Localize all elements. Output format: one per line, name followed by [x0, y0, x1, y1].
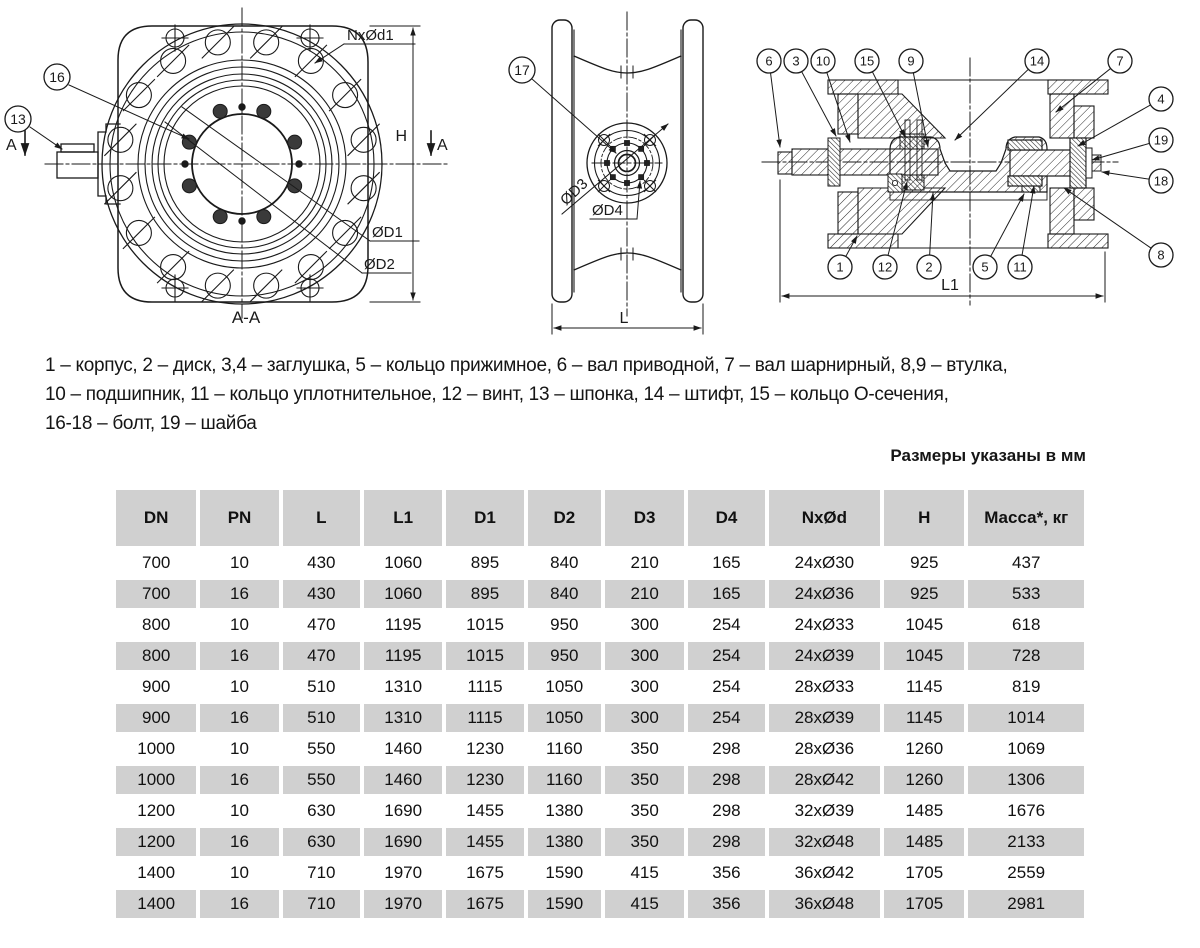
table-cell: 925 [884, 580, 964, 608]
table-cell: 300 [605, 611, 684, 639]
table-cell: 430 [283, 549, 360, 577]
svg-text:14: 14 [1029, 53, 1045, 69]
table-cell: 10 [200, 673, 278, 701]
column-header: D3 [605, 490, 684, 546]
table-cell: 510 [283, 673, 360, 701]
units-note: Размеры указаны в мм [890, 446, 1086, 465]
table-cell: 900 [116, 673, 196, 701]
callout-19 [1092, 128, 1173, 160]
callout-17 [509, 57, 616, 153]
table-cell: 1455 [446, 828, 523, 856]
svg-text:NxØd1: NxØd1 [347, 27, 394, 44]
table-row [116, 704, 1084, 732]
table-cell: 800 [116, 611, 196, 639]
table-cell: 16 [200, 704, 278, 732]
table-cell: 28xØ33 [769, 673, 880, 701]
table-row [116, 859, 1084, 887]
svg-text:2: 2 [925, 259, 933, 275]
table-cell: 28xØ42 [769, 766, 880, 794]
table-cell: 10 [200, 859, 278, 887]
table-cell: 1485 [884, 797, 964, 825]
table-cell: 254 [688, 642, 764, 670]
callout-18 [1102, 169, 1173, 193]
legend-line: 10 – подшипник, 11 – кольцо уплотнительное, 12 – винт, 13 – шпонка, 14 – штифт, 15 – кольцо О-сечения, [45, 384, 949, 405]
table-cell: 819 [968, 673, 1084, 701]
table-cell: 1455 [446, 797, 523, 825]
table-cell: 700 [116, 580, 196, 608]
svg-text:12: 12 [877, 259, 893, 275]
table-cell: 1060 [364, 580, 442, 608]
table-cell: 16 [200, 580, 278, 608]
column-header: D4 [688, 490, 764, 546]
hinge-shaft-section [1008, 138, 1101, 188]
table-cell: 1069 [968, 735, 1084, 763]
table-cell: 1115 [446, 704, 523, 732]
table-cell: 1195 [364, 611, 442, 639]
table-cell: 10 [200, 549, 278, 577]
table-cell: 210 [605, 580, 684, 608]
shaft-key [61, 144, 94, 152]
table-cell: 618 [968, 611, 1084, 639]
table-cell: 895 [446, 580, 523, 608]
svg-text:17: 17 [514, 62, 530, 78]
table-cell: 1050 [528, 673, 601, 701]
column-header: L [283, 490, 360, 546]
svg-text:9: 9 [907, 53, 915, 69]
table-cell: 165 [688, 580, 764, 608]
svg-text:8: 8 [1157, 247, 1165, 263]
table-cell: 1145 [884, 673, 964, 701]
table-cell: 2559 [968, 859, 1084, 887]
table-cell: 1675 [446, 890, 523, 918]
table-cell: 470 [283, 611, 360, 639]
column-header: DN [116, 490, 196, 546]
svg-text:19: 19 [1153, 132, 1169, 148]
table-cell: 1460 [364, 766, 442, 794]
section-marker-right [431, 131, 448, 155]
table-cell: 1230 [446, 766, 523, 794]
parts-legend [45, 351, 1175, 438]
table-cell: 32xØ39 [769, 797, 880, 825]
table-cell: 28xØ36 [769, 735, 880, 763]
table-cell: 728 [968, 642, 1084, 670]
table-cell: 1675 [446, 859, 523, 887]
table-cell: 1195 [364, 642, 442, 670]
table-cell: 350 [605, 797, 684, 825]
table-cell: 1045 [884, 642, 964, 670]
svg-text:5: 5 [981, 259, 989, 275]
drive-shaft-end [57, 152, 98, 178]
table-cell: 550 [283, 766, 360, 794]
table-cell: 710 [283, 890, 360, 918]
table-cell: 840 [528, 549, 601, 577]
svg-text:6: 6 [765, 53, 773, 69]
table-cell: 1460 [364, 735, 442, 763]
table-cell: 700 [116, 549, 196, 577]
table-cell: 1115 [446, 673, 523, 701]
column-header: D1 [446, 490, 523, 546]
table-cell: 254 [688, 704, 764, 732]
table-cell: 1705 [884, 890, 964, 918]
table-cell: 533 [968, 580, 1084, 608]
table-cell: 1000 [116, 766, 196, 794]
callout-14 [955, 49, 1049, 140]
table-cell: 470 [283, 642, 360, 670]
svg-text:A: A [437, 137, 448, 154]
table-cell: 2981 [968, 890, 1084, 918]
dimensions-table [112, 487, 1088, 921]
table-cell: 415 [605, 890, 684, 918]
table-cell: 300 [605, 673, 684, 701]
table-cell: 1014 [968, 704, 1084, 732]
column-header: NxØd [769, 490, 880, 546]
svg-text:A: A [6, 137, 17, 154]
table-cell: 510 [283, 704, 360, 732]
svg-text:ØD1: ØD1 [372, 224, 403, 241]
table-cell: 298 [688, 828, 764, 856]
table-cell: 16 [200, 828, 278, 856]
table-cell: 1690 [364, 828, 442, 856]
table-cell: 350 [605, 766, 684, 794]
table-cell: 10 [200, 611, 278, 639]
left-flange [552, 20, 572, 302]
svg-text:10: 10 [815, 53, 831, 69]
table-row [116, 549, 1084, 577]
table-cell: 16 [200, 642, 278, 670]
svg-text:11: 11 [1013, 259, 1027, 275]
table-cell: 298 [688, 797, 764, 825]
table-cell: 1260 [884, 735, 964, 763]
section-title: A-A [231, 308, 261, 327]
table-row [116, 766, 1084, 794]
table-row [116, 797, 1084, 825]
table-cell: 16 [200, 890, 278, 918]
table-cell: 24xØ36 [769, 580, 880, 608]
table-cell: 254 [688, 611, 764, 639]
table-cell: 1200 [116, 797, 196, 825]
table-cell: 1260 [884, 766, 964, 794]
table-cell: 550 [283, 735, 360, 763]
table-cell: 350 [605, 828, 684, 856]
column-header: PN [200, 490, 278, 546]
table-cell: 32xØ48 [769, 828, 880, 856]
table-cell: 1200 [116, 828, 196, 856]
table-cell: 1060 [364, 549, 442, 577]
svg-text:L1: L1 [941, 277, 959, 294]
svg-text:13: 13 [10, 111, 26, 127]
table-cell: 800 [116, 642, 196, 670]
column-header: D2 [528, 490, 601, 546]
table-cell: 1160 [528, 735, 601, 763]
side-view [509, 12, 703, 334]
table-cell: 2133 [968, 828, 1084, 856]
table-cell: 1145 [884, 704, 964, 732]
table-row [116, 642, 1084, 670]
table-row [116, 673, 1084, 701]
table-cell: 1485 [884, 828, 964, 856]
table-cell: 840 [528, 580, 601, 608]
table-cell: 900 [116, 704, 196, 732]
table-cell: 16 [200, 766, 278, 794]
svg-text:7: 7 [1116, 53, 1124, 69]
table-cell: 1310 [364, 704, 442, 732]
svg-text:1: 1 [836, 259, 844, 275]
table-row [116, 890, 1084, 918]
table-cell: 415 [605, 859, 684, 887]
table-cell: 356 [688, 859, 764, 887]
table-cell: 1970 [364, 859, 442, 887]
section-view [757, 49, 1173, 305]
table-row [116, 611, 1084, 639]
table-cell: 298 [688, 766, 764, 794]
technical-drawing [0, 0, 1200, 345]
table-cell: 24xØ30 [769, 549, 880, 577]
table-cell: 437 [968, 549, 1084, 577]
table-cell: 630 [283, 797, 360, 825]
table-cell: 430 [283, 580, 360, 608]
table-cell: 1160 [528, 766, 601, 794]
table-cell: 350 [605, 735, 684, 763]
table-cell: 1015 [446, 642, 523, 670]
table-cell: 165 [688, 549, 764, 577]
callout-8 [1064, 188, 1173, 267]
table-cell: 1400 [116, 859, 196, 887]
table-cell: 300 [605, 642, 684, 670]
svg-text:18: 18 [1153, 173, 1169, 189]
table-cell: 925 [884, 549, 964, 577]
svg-text:3: 3 [792, 53, 800, 69]
table-cell: 895 [446, 549, 523, 577]
table-cell: 1676 [968, 797, 1084, 825]
table-cell: 1050 [528, 704, 601, 732]
table-cell: 210 [605, 549, 684, 577]
label-d4 [590, 181, 640, 219]
section-marker-left [6, 131, 25, 155]
table-cell: 1400 [116, 890, 196, 918]
table-cell: 10 [200, 797, 278, 825]
legend-line: 16-18 – болт, 19 – шайба [45, 413, 257, 434]
front-view [5, 8, 448, 327]
table-cell: 24xØ33 [769, 611, 880, 639]
table-cell: 1590 [528, 859, 601, 887]
column-header: H [884, 490, 964, 546]
table-cell: 1000 [116, 735, 196, 763]
table-cell: 1380 [528, 797, 601, 825]
svg-text:ØD4: ØD4 [592, 202, 623, 219]
callout-6 [757, 49, 781, 147]
table-cell: 1310 [364, 673, 442, 701]
table-cell: 1970 [364, 890, 442, 918]
table-row [116, 735, 1084, 763]
svg-text:H: H [395, 128, 407, 145]
table-cell: 1380 [528, 828, 601, 856]
table-cell: 950 [528, 642, 601, 670]
table-cell: 36xØ48 [769, 890, 880, 918]
table-cell: 10 [200, 735, 278, 763]
legend-line: 1 – корпус, 2 – диск, 3,4 – заглушка, 5 – кольцо прижимное, 6 – вал приводной, 7 – вал шарнирный, 8,9 – втулка, [45, 355, 1008, 376]
table-cell: 1590 [528, 890, 601, 918]
table-row [116, 828, 1084, 856]
table-cell: 300 [605, 704, 684, 732]
table-cell: 24xØ39 [769, 642, 880, 670]
table-cell: 28xØ39 [769, 704, 880, 732]
table-row [116, 580, 1084, 608]
table-cell: 950 [528, 611, 601, 639]
table-cell: 254 [688, 673, 764, 701]
table-cell: 630 [283, 828, 360, 856]
column-header: Масса*, кг [968, 490, 1084, 546]
table-cell: 298 [688, 735, 764, 763]
table-cell: 1690 [364, 797, 442, 825]
right-flange [683, 20, 703, 302]
svg-text:ØD2: ØD2 [364, 256, 395, 273]
table-cell: 1015 [446, 611, 523, 639]
svg-text:16: 16 [49, 69, 65, 85]
svg-text:ØD3: ØD3 [557, 175, 592, 209]
table-cell: 1045 [884, 611, 964, 639]
svg-text:L: L [619, 310, 629, 327]
table-cell: 36xØ42 [769, 859, 880, 887]
table-cell: 1306 [968, 766, 1084, 794]
svg-text:4: 4 [1157, 91, 1165, 107]
table-cell: 1705 [884, 859, 964, 887]
header-row [116, 490, 1084, 546]
table-cell: 1230 [446, 735, 523, 763]
svg-text:15: 15 [859, 53, 875, 69]
table-cell: 356 [688, 890, 764, 918]
table-cell: 710 [283, 859, 360, 887]
column-header: L1 [364, 490, 442, 546]
